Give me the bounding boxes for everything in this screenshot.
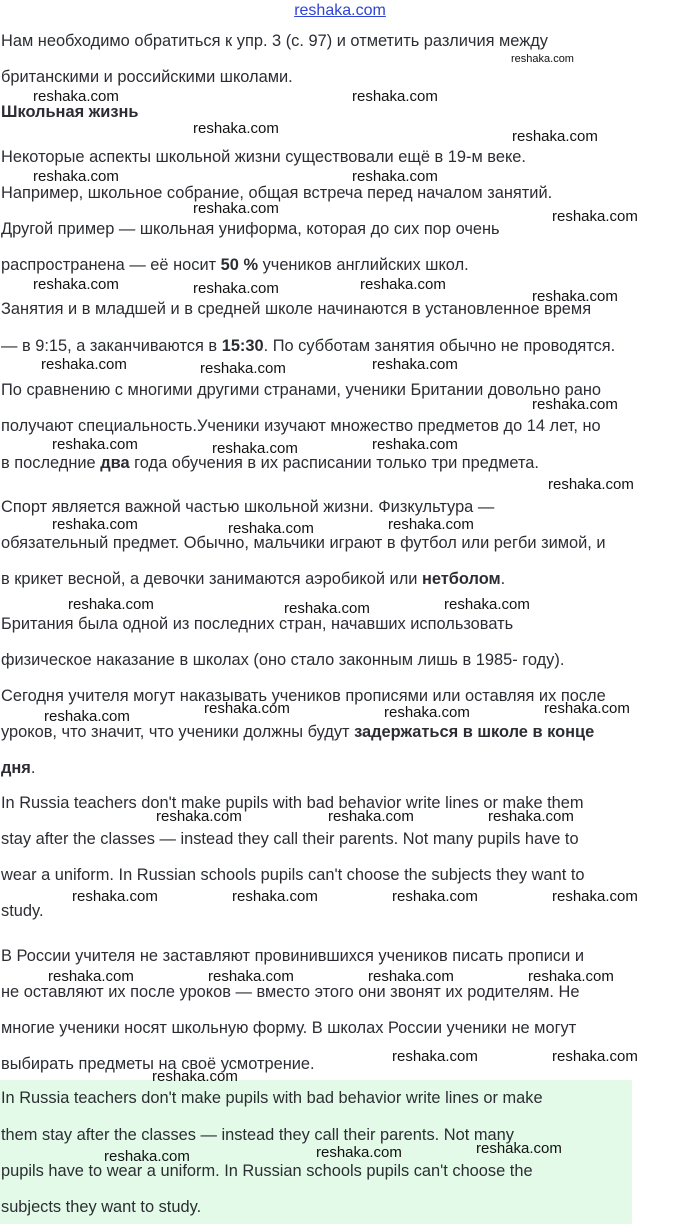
watermark: reshaka.com xyxy=(193,120,279,137)
text-line: Британия была одной из последних стран, начавших использовать xyxy=(1,615,514,633)
watermark: reshaka.com xyxy=(372,436,458,453)
answer-line: In Russia teachers don't make pupils with bad behavior write lines or make xyxy=(1,1089,543,1107)
intro-line-2: британскими и российскими школами. xyxy=(1,68,293,86)
text-line: Например, школьное собрание, общая встреча перед началом занятий. xyxy=(1,184,553,202)
watermark: reshaka.com xyxy=(204,700,290,717)
watermark: reshaka.com xyxy=(352,88,438,105)
text-line: Другой пример — школьная униформа, которая до сих пор очень xyxy=(1,220,500,238)
english-line: In Russia teachers don't make pupils with bad behavior write lines or make them xyxy=(1,794,584,812)
site-header-link[interactable]: reshaka.com xyxy=(294,2,386,19)
watermark: reshaka.com xyxy=(41,356,127,373)
watermark: reshaka.com xyxy=(232,888,318,905)
text-line: Сегодня учителя могут наказывать учеников прописями или оставляя их после xyxy=(1,687,606,705)
intro-line-1: Нам необходимо обратиться к упр. 3 (с. 97) и отметить различия между xyxy=(1,32,548,50)
watermark: reshaka.com xyxy=(152,1068,238,1085)
watermark: reshaka.com xyxy=(352,168,438,185)
watermark: reshaka.com xyxy=(48,968,134,985)
watermark: reshaka.com xyxy=(284,600,370,617)
text-line: в крикет весной, а девочки занимаются аэробикой или нетболом. xyxy=(1,570,506,588)
translation-line: не оставляют их после уроков — вместо этого они звонят их родителям. Не xyxy=(1,983,580,1001)
answer-line: subjects they want to study. xyxy=(1,1198,202,1216)
watermark: reshaka.com xyxy=(384,704,470,721)
watermark: reshaka.com xyxy=(200,360,286,377)
watermark: reshaka.com xyxy=(33,88,119,105)
translation-line: многие ученики носят школьную форму. В школах России ученики не могут xyxy=(1,1019,577,1037)
watermark: reshaka.com xyxy=(193,200,279,217)
text-line: уроков, что значит, что ученики должны будут задержаться в школе в конце xyxy=(1,723,595,741)
watermark: reshaka.com xyxy=(532,396,618,413)
watermark: reshaka.com xyxy=(316,1144,402,1161)
text-line: Спорт является важной частью школьной жизни. Физкультура — xyxy=(1,498,495,516)
text-line: По сравнению с многими другими странами, ученики Британии довольно рано xyxy=(1,381,602,399)
text-line: обязательный предмет. Обычно, мальчики играют в футбол или регби зимой, и xyxy=(1,534,606,552)
watermark: reshaka.com xyxy=(212,440,298,457)
watermark: reshaka.com xyxy=(68,596,154,613)
watermark: reshaka.com xyxy=(72,888,158,905)
watermark: reshaka.com xyxy=(388,516,474,533)
answer-line: them stay after the classes — instead they call their parents. Not many xyxy=(1,1126,514,1144)
watermark: reshaka.com xyxy=(33,168,119,185)
watermark: reshaka.com xyxy=(360,276,446,293)
english-line: study. xyxy=(1,902,44,920)
watermark: reshaka.com xyxy=(444,596,530,613)
watermark: reshaka.com xyxy=(552,888,638,905)
watermark: reshaka.com xyxy=(548,476,634,493)
text-line: — в 9:15, а заканчиваются в 15:30. По субботам занятия обычно не проводятся. xyxy=(1,337,616,355)
watermark: reshaka.com xyxy=(104,1148,190,1165)
watermark: reshaka.com xyxy=(52,436,138,453)
text-line: физическое наказание в школах (оно стало законным лишь в 1985- году). xyxy=(1,651,565,669)
watermark: reshaka.com xyxy=(33,276,119,293)
watermark: reshaka.com xyxy=(476,1140,562,1157)
text-line: Некоторые аспекты школьной жизни существовали ещё в 19-м веке. xyxy=(1,148,526,166)
watermark: reshaka.com xyxy=(532,288,618,305)
text-line: получают специальность.Ученики изучают множество предметов до 14 лет, но xyxy=(1,417,601,435)
section-title: Школьная жизнь xyxy=(1,103,139,121)
translation-line: В России учителя не заставляют провинившихся учеников писать прописи и xyxy=(1,947,584,965)
watermark: reshaka.com xyxy=(372,356,458,373)
watermark: reshaka.com xyxy=(392,888,478,905)
watermark: reshaka.com xyxy=(228,520,314,537)
english-line: wear a uniform. In Russian schools pupils can't choose the subjects they want to xyxy=(1,866,585,884)
watermark: reshaka.com xyxy=(511,53,574,65)
watermark: reshaka.com xyxy=(328,808,414,825)
watermark: reshaka.com xyxy=(544,700,630,717)
watermark: reshaka.com xyxy=(488,808,574,825)
watermark: reshaka.com xyxy=(392,1048,478,1065)
english-line: stay after the classes — instead they call their parents. Not many pupils have to xyxy=(1,830,579,848)
watermark: reshaka.com xyxy=(52,516,138,533)
text-line: в последние два года обучения в их расписании только три предмета. xyxy=(1,454,539,472)
translation-line: выбирать предметы на своё усмотрение. xyxy=(1,1055,315,1073)
watermark: reshaka.com xyxy=(512,128,598,145)
watermark: reshaka.com xyxy=(368,968,454,985)
watermark: reshaka.com xyxy=(552,208,638,225)
text-line: распространена — её носит 50 % учеников английских школ. xyxy=(1,256,469,274)
watermark: reshaka.com xyxy=(208,968,294,985)
watermark: reshaka.com xyxy=(156,808,242,825)
text-line: Занятия и в младшей и в средней школе начинаются в установленное время xyxy=(1,300,592,318)
watermark: reshaka.com xyxy=(528,968,614,985)
watermark: reshaka.com xyxy=(44,708,130,725)
answer-line: pupils have to wear a uniform. In Russian schools pupils can't choose the xyxy=(1,1162,533,1180)
watermark: reshaka.com xyxy=(552,1048,638,1065)
watermark: reshaka.com xyxy=(193,280,279,297)
text-line: дня. xyxy=(1,759,36,777)
